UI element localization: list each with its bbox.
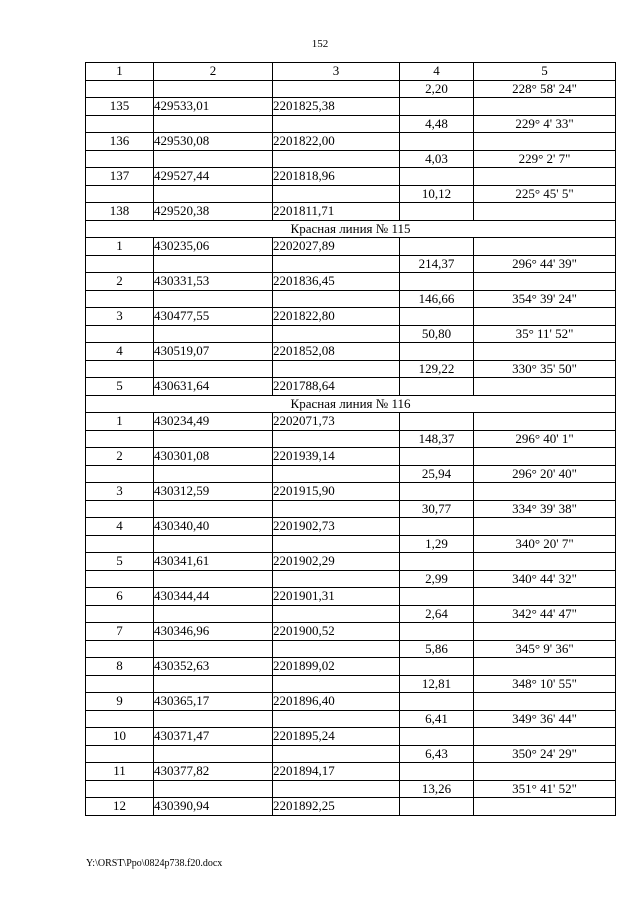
empty-cell: [273, 640, 400, 658]
empty-cell: [400, 238, 474, 256]
segment-distance: 146,66: [400, 290, 474, 308]
segment-distance: 214,37: [400, 255, 474, 273]
empty-cell: [474, 763, 616, 781]
coordinate-x: 430235,06: [154, 238, 273, 256]
empty-cell: [400, 798, 474, 816]
point-row: [86, 378, 616, 396]
segment-row: [86, 255, 616, 273]
empty-cell: [400, 133, 474, 151]
empty-cell: [400, 413, 474, 431]
coordinate-x: 430631,64: [154, 378, 273, 396]
empty-cell: [154, 500, 273, 518]
point-row: [86, 658, 616, 676]
coordinate-y: 2201902,29: [273, 553, 400, 571]
segment-azimuth: 35° 11' 52": [474, 325, 616, 343]
coordinate-x: 430340,40: [154, 518, 273, 536]
table-body: [86, 80, 616, 815]
point-row: [86, 203, 616, 221]
empty-cell: [273, 150, 400, 168]
coordinate-x: 429533,01: [154, 98, 273, 116]
empty-cell: [86, 325, 154, 343]
coordinate-y: 2201811,71: [273, 203, 400, 221]
point-number: 9: [86, 693, 154, 711]
segment-distance: 5,86: [400, 640, 474, 658]
segment-azimuth: 229° 4' 33": [474, 115, 616, 133]
coordinate-x: 430390,94: [154, 798, 273, 816]
empty-cell: [400, 588, 474, 606]
empty-cell: [86, 570, 154, 588]
empty-cell: [86, 360, 154, 378]
empty-cell: [400, 658, 474, 676]
empty-cell: [154, 430, 273, 448]
coordinate-y: 2201901,31: [273, 588, 400, 606]
coordinate-x: 429530,08: [154, 133, 273, 151]
empty-cell: [400, 168, 474, 186]
empty-cell: [400, 378, 474, 396]
empty-cell: [154, 360, 273, 378]
point-number: 3: [86, 308, 154, 326]
segment-row: [86, 430, 616, 448]
segment-azimuth: 351° 41' 52": [474, 780, 616, 798]
empty-cell: [273, 115, 400, 133]
point-number: 2: [86, 273, 154, 291]
coordinate-x: 430344,44: [154, 588, 273, 606]
empty-cell: [474, 273, 616, 291]
segment-distance: 6,43: [400, 745, 474, 763]
empty-cell: [154, 80, 273, 98]
empty-cell: [154, 255, 273, 273]
point-row: [86, 798, 616, 816]
empty-cell: [474, 413, 616, 431]
point-row: [86, 273, 616, 291]
empty-cell: [273, 780, 400, 798]
empty-cell: [474, 588, 616, 606]
segment-distance: 129,22: [400, 360, 474, 378]
empty-cell: [273, 80, 400, 98]
point-row: [86, 623, 616, 641]
point-row: [86, 238, 616, 256]
point-number: 4: [86, 343, 154, 361]
empty-cell: [154, 780, 273, 798]
segment-distance: 148,37: [400, 430, 474, 448]
point-row: [86, 448, 616, 466]
point-number: 1: [86, 238, 154, 256]
point-row: [86, 133, 616, 151]
segment-distance: 4,03: [400, 150, 474, 168]
segment-row: [86, 290, 616, 308]
empty-cell: [273, 745, 400, 763]
coordinate-y: 2201822,00: [273, 133, 400, 151]
section-row: [86, 220, 616, 238]
segment-row: [86, 185, 616, 203]
segment-distance: 2,99: [400, 570, 474, 588]
coordinate-x: 429527,44: [154, 168, 273, 186]
empty-cell: [400, 448, 474, 466]
empty-cell: [400, 98, 474, 116]
empty-cell: [273, 500, 400, 518]
segment-azimuth: 350° 24' 29": [474, 745, 616, 763]
empty-cell: [273, 360, 400, 378]
empty-cell: [273, 325, 400, 343]
empty-cell: [474, 658, 616, 676]
segment-row: [86, 500, 616, 518]
empty-cell: [474, 203, 616, 221]
empty-cell: [474, 378, 616, 396]
empty-cell: [86, 255, 154, 273]
coordinate-x: 430312,59: [154, 483, 273, 501]
section-title: Красная линия № 116: [86, 395, 616, 413]
point-row: [86, 98, 616, 116]
segment-row: [86, 80, 616, 98]
point-row: [86, 483, 616, 501]
segment-azimuth: 354° 39' 24": [474, 290, 616, 308]
coordinate-y: 2201822,80: [273, 308, 400, 326]
point-number: 3: [86, 483, 154, 501]
segment-azimuth: 296° 40' 1": [474, 430, 616, 448]
point-number: 2: [86, 448, 154, 466]
column-header-azimuth: 5: [474, 63, 616, 81]
segment-azimuth: 340° 20' 7": [474, 535, 616, 553]
empty-cell: [86, 535, 154, 553]
segment-row: [86, 570, 616, 588]
point-row: [86, 693, 616, 711]
empty-cell: [154, 535, 273, 553]
segment-row: [86, 360, 616, 378]
empty-cell: [273, 255, 400, 273]
segment-distance: 4,48: [400, 115, 474, 133]
coordinate-x: 430331,53: [154, 273, 273, 291]
empty-cell: [400, 518, 474, 536]
empty-cell: [474, 553, 616, 571]
coordinate-x: 430519,07: [154, 343, 273, 361]
segment-azimuth: 340° 44' 32": [474, 570, 616, 588]
point-number: 11: [86, 763, 154, 781]
empty-cell: [86, 675, 154, 693]
empty-cell: [474, 728, 616, 746]
point-number: 5: [86, 378, 154, 396]
empty-cell: [154, 570, 273, 588]
empty-cell: [154, 710, 273, 728]
empty-cell: [86, 500, 154, 518]
empty-cell: [86, 640, 154, 658]
coordinate-y: 2201852,08: [273, 343, 400, 361]
coordinate-y: 2201818,96: [273, 168, 400, 186]
coordinate-y: 2201836,45: [273, 273, 400, 291]
point-row: [86, 413, 616, 431]
empty-cell: [400, 728, 474, 746]
empty-cell: [154, 150, 273, 168]
empty-cell: [273, 465, 400, 483]
segment-distance: 25,94: [400, 465, 474, 483]
empty-cell: [474, 343, 616, 361]
coordinate-x: 430365,17: [154, 693, 273, 711]
segment-azimuth: 330° 35' 50": [474, 360, 616, 378]
segment-row: [86, 325, 616, 343]
segment-distance: 13,26: [400, 780, 474, 798]
empty-cell: [400, 693, 474, 711]
coordinate-x: 430352,63: [154, 658, 273, 676]
point-number: 136: [86, 133, 154, 151]
coordinate-x: 430371,47: [154, 728, 273, 746]
empty-cell: [273, 535, 400, 553]
segment-azimuth: 349° 36' 44": [474, 710, 616, 728]
point-number: 135: [86, 98, 154, 116]
empty-cell: [273, 430, 400, 448]
point-number: 138: [86, 203, 154, 221]
point-number: 5: [86, 553, 154, 571]
segment-azimuth: 342° 44' 47": [474, 605, 616, 623]
segment-azimuth: 345° 9' 36": [474, 640, 616, 658]
table-header-row: [86, 63, 616, 81]
segment-row: [86, 640, 616, 658]
coordinate-x: 430301,08: [154, 448, 273, 466]
empty-cell: [86, 710, 154, 728]
empty-cell: [474, 168, 616, 186]
empty-cell: [86, 150, 154, 168]
segment-row: [86, 675, 616, 693]
empty-cell: [474, 98, 616, 116]
column-header-point: 1: [86, 63, 154, 81]
empty-cell: [86, 430, 154, 448]
coordinate-y: 2201902,73: [273, 518, 400, 536]
empty-cell: [86, 290, 154, 308]
empty-cell: [474, 308, 616, 326]
empty-cell: [400, 763, 474, 781]
coordinate-y: 2201895,24: [273, 728, 400, 746]
coordinate-x: 430234,49: [154, 413, 273, 431]
empty-cell: [474, 693, 616, 711]
coordinate-x: 430346,96: [154, 623, 273, 641]
empty-cell: [273, 675, 400, 693]
point-number: 8: [86, 658, 154, 676]
empty-cell: [154, 745, 273, 763]
empty-cell: [86, 115, 154, 133]
coordinate-y: 2201899,02: [273, 658, 400, 676]
column-header-distance: 4: [400, 63, 474, 81]
empty-cell: [400, 308, 474, 326]
empty-cell: [154, 605, 273, 623]
segment-distance: 10,12: [400, 185, 474, 203]
empty-cell: [86, 745, 154, 763]
coordinate-y: 2201939,14: [273, 448, 400, 466]
coordinate-y: 2202071,73: [273, 413, 400, 431]
coordinate-y: 2201825,38: [273, 98, 400, 116]
segment-azimuth: 228° 58' 24": [474, 80, 616, 98]
segment-distance: 1,29: [400, 535, 474, 553]
point-row: [86, 553, 616, 571]
segment-distance: 50,80: [400, 325, 474, 343]
empty-cell: [474, 483, 616, 501]
section-row: [86, 395, 616, 413]
coordinate-x: 429520,38: [154, 203, 273, 221]
empty-cell: [154, 115, 273, 133]
point-number: 1: [86, 413, 154, 431]
empty-cell: [154, 465, 273, 483]
empty-cell: [474, 798, 616, 816]
segment-row: [86, 780, 616, 798]
empty-cell: [474, 448, 616, 466]
section-title: Красная линия № 115: [86, 220, 616, 238]
segment-distance: 6,41: [400, 710, 474, 728]
empty-cell: [474, 238, 616, 256]
segment-row: [86, 710, 616, 728]
page-number: 152: [311, 38, 329, 50]
coordinate-y: 2201896,40: [273, 693, 400, 711]
empty-cell: [474, 623, 616, 641]
point-number: 12: [86, 798, 154, 816]
empty-cell: [400, 623, 474, 641]
point-row: [86, 588, 616, 606]
empty-cell: [154, 185, 273, 203]
empty-cell: [400, 203, 474, 221]
point-row: [86, 343, 616, 361]
segment-row: [86, 115, 616, 133]
empty-cell: [273, 185, 400, 203]
point-row: [86, 308, 616, 326]
coordinate-y: 2201900,52: [273, 623, 400, 641]
column-header-x: 2: [154, 63, 273, 81]
point-row: [86, 763, 616, 781]
segment-row: [86, 535, 616, 553]
point-number: 4: [86, 518, 154, 536]
empty-cell: [400, 553, 474, 571]
segment-row: [86, 150, 616, 168]
empty-cell: [273, 710, 400, 728]
segment-distance: 12,81: [400, 675, 474, 693]
empty-cell: [154, 290, 273, 308]
coordinate-x: 430477,55: [154, 308, 273, 326]
empty-cell: [86, 605, 154, 623]
segment-row: [86, 465, 616, 483]
coordinate-y: 2201788,64: [273, 378, 400, 396]
empty-cell: [400, 483, 474, 501]
segment-azimuth: 225° 45' 5": [474, 185, 616, 203]
empty-cell: [400, 343, 474, 361]
coordinate-x: 430377,82: [154, 763, 273, 781]
segment-azimuth: 296° 20' 40": [474, 465, 616, 483]
coordinate-y: 2201892,25: [273, 798, 400, 816]
coordinates-table: [85, 62, 616, 816]
point-number: 137: [86, 168, 154, 186]
empty-cell: [86, 780, 154, 798]
coordinate-y: 2202027,89: [273, 238, 400, 256]
segment-row: [86, 745, 616, 763]
point-row: [86, 168, 616, 186]
segment-distance: 2,64: [400, 605, 474, 623]
segment-azimuth: 348° 10' 55": [474, 675, 616, 693]
footer-file-path: Y:\ORST\Ppo\0824p738.f20.docx: [86, 858, 223, 869]
empty-cell: [273, 570, 400, 588]
coordinate-y: 2201915,90: [273, 483, 400, 501]
empty-cell: [400, 273, 474, 291]
empty-cell: [86, 80, 154, 98]
coordinate-x: 430341,61: [154, 553, 273, 571]
point-row: [86, 728, 616, 746]
empty-cell: [273, 290, 400, 308]
segment-row: [86, 605, 616, 623]
empty-cell: [474, 518, 616, 536]
empty-cell: [154, 325, 273, 343]
empty-cell: [86, 185, 154, 203]
coordinate-y: 2201894,17: [273, 763, 400, 781]
empty-cell: [154, 675, 273, 693]
point-number: 10: [86, 728, 154, 746]
segment-distance: 30,77: [400, 500, 474, 518]
point-number: 7: [86, 623, 154, 641]
point-number: 6: [86, 588, 154, 606]
segment-distance: 2,20: [400, 80, 474, 98]
point-row: [86, 518, 616, 536]
empty-cell: [273, 605, 400, 623]
segment-azimuth: 229° 2' 7": [474, 150, 616, 168]
empty-cell: [474, 133, 616, 151]
column-header-y: 3: [273, 63, 400, 81]
segment-azimuth: 296° 44' 39": [474, 255, 616, 273]
segment-azimuth: 334° 39' 38": [474, 500, 616, 518]
empty-cell: [86, 465, 154, 483]
empty-cell: [154, 640, 273, 658]
